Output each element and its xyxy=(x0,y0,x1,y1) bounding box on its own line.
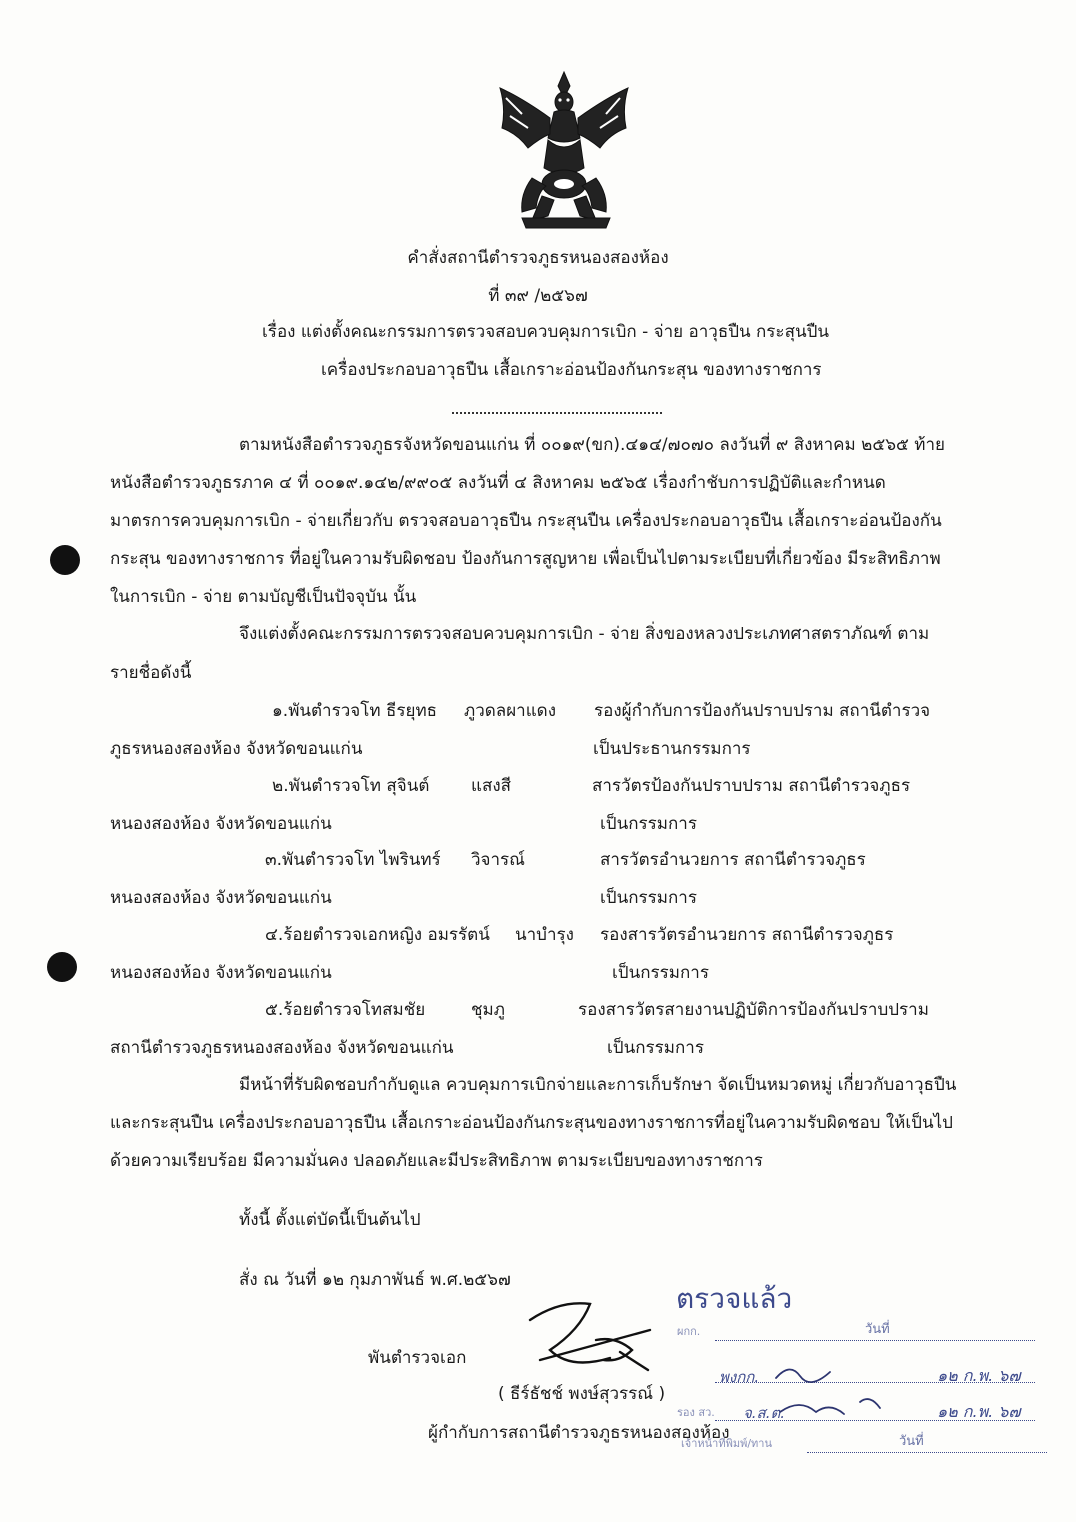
member-4-surname: นาบำรุง xyxy=(515,925,574,945)
stamp-row-3-left: รอง สว. xyxy=(677,1406,715,1419)
member-1-surname: ภูวดลผาแดง xyxy=(464,701,557,721)
member-5-position: รองสารวัตรสายงานปฏิบัติการป้องกันปราบปราม xyxy=(578,1000,929,1020)
duty-line-2: และกระสุนปืน เครื่องประกอบอาวุธปืน เสื้อเกราะอ่อนป้องกันกระสุนของทางราชการที่อยู่ในความรับผิดชอบ ให้เป็นไป xyxy=(110,1113,953,1133)
stamp-row-2-left: พงกก. xyxy=(719,1368,760,1386)
stamp-row-1-date-label: วันที่ xyxy=(865,1322,890,1337)
signatory-rank: พันตำรวจเอก xyxy=(368,1348,467,1368)
signatory-name: ( ธีร์ธัชช์ พงษ์สุวรรณ์ ) xyxy=(498,1384,666,1404)
intro-line-3: มาตรการควบคุมการเบิก - จ่ายเกี่ยวกับ ตรวจสอบอาวุธปืน กระสุนปืน เครื่องประกอบอาวุธปืน เสื้อเกราะอ่อนป้องกัน xyxy=(110,511,942,531)
stamp-row-1-left: ผกก. xyxy=(677,1325,701,1338)
member-3-position: สารวัตรอำนวยการ สถานีตำรวจภูธร xyxy=(600,850,866,870)
order-title: คำสั่งสถานีตำรวจภูธรหนองสองห้อง xyxy=(407,248,669,268)
stamp-footer: เจ้าหน้าที่พิมพ์/ทาน xyxy=(681,1437,772,1450)
stamp-row-2-date: ๑๒ ก.พ. ๖๗ xyxy=(937,1366,1021,1385)
member-1-role: เป็นประธานกรรมการ xyxy=(593,739,751,759)
duty-line-1: มีหน้าที่รับผิดชอบกำกับดูแล ควบคุมการเบิกจ่ายและการเก็บรักษา จัดเป็นหมวดหมู่ เกี่ยวกับอาวุธปืน xyxy=(239,1075,957,1095)
member-4-position: รองสารวัตรอำนวยการ สถานีตำรวจภูธร xyxy=(600,925,894,945)
subject-line-1: เรื่อง แต่งตั้งคณะกรรมการตรวจสอบควบคุมการเบิก - จ่าย อาวุธปืน กระสุนปืน xyxy=(262,322,829,342)
garuda-emblem xyxy=(492,68,636,232)
intro-line-1: ตามหนังสือตำรวจภูธรจังหวัดขอนแก่น ที่ ๐๐๑๙(ขก).๔๑๔/๗๐๗๐ ลงวันที่ ๙ สิงหาคม ๒๕๖๕ ท้าย xyxy=(239,435,945,455)
member-2-unit: หนองสองห้อง จังหวัดขอนแก่น xyxy=(110,814,332,834)
member-4-name: ๔.ร้อยตำรวจเอกหญิง อมรรัตน์ xyxy=(265,925,490,945)
member-2-surname: แสงสี xyxy=(471,776,512,796)
intro-line-5: ในการเบิก - จ่าย ตามบัญชีเป็นปัจจุบัน นั้น xyxy=(110,587,417,607)
member-3-role: เป็นกรรมการ xyxy=(600,888,697,908)
member-3-name: ๓.พันตำรวจโท ไพรินทร์ xyxy=(265,850,441,870)
member-1-position: รองผู้กำกับการป้องกันปราบปราม สถานีตำรวจ xyxy=(594,701,931,721)
member-1-name: ๑.พันตำรวจโท ธีรยุทธ xyxy=(272,701,438,721)
appoint-line-1: จึงแต่งตั้งคณะกรรมการตรวจสอบควบคุมการเบิก - จ่าย สิ่งของหลวงประเภทศาสตราภัณฑ์ ตาม xyxy=(239,624,930,644)
intro-line-2: หนังสือตำรวจภูธรภาค ๔ ที่ ๐๐๑๙.๑๔๒/๙๙๐๕ ลงวันที่ ๔ สิงหาคม ๒๕๖๕ เรื่องกำชับการปฏิบัติและกำหนด xyxy=(110,473,886,493)
member-1-unit: ภูธรหนองสองห้อง จังหวัดขอนแก่น xyxy=(110,739,363,759)
stamp-title: ตรวจแล้ว xyxy=(676,1282,793,1315)
member-2-position: สารวัตรป้องกันปราบปราม สถานีตำรวจภูธร xyxy=(592,776,911,796)
punch-hole-top xyxy=(50,545,80,575)
punch-hole-bottom xyxy=(47,952,77,982)
member-2-role: เป็นกรรมการ xyxy=(600,814,697,834)
member-5-surname: ชุมภู xyxy=(471,1000,505,1020)
member-2-name: ๒.พันตำรวจโท สุจินต์ xyxy=(272,776,430,796)
stamp-row-3-sign: จ.ส.ต. xyxy=(743,1404,785,1422)
stamp-initial-scribbles xyxy=(770,1342,910,1422)
signatory-title: ผู้กำกับการสถานีตำรวจภูธรหนองสองห้อง xyxy=(428,1423,730,1443)
appoint-line-2: รายชื่อดังนี้ xyxy=(110,663,192,683)
member-3-surname: วิจารณ์ xyxy=(471,850,525,870)
effective-clause: ทั้งนี้ ตั้งแต่บัดนี้เป็นต้นไป xyxy=(239,1210,421,1230)
member-4-unit: หนองสองห้อง จังหวัดขอนแก่น xyxy=(110,963,332,983)
dotted-separator xyxy=(452,412,662,414)
order-number: ที่ ๓๙ /๒๕๖๗ xyxy=(488,286,588,306)
intro-line-4: กระสุน ของทางราชการ ที่อยู่ในความรับผิดชอบ ป้องกันการสูญหาย เพื่อเป็นไปตามระเบียบที่เกี่ยวข้อง มีระสิทธิภาพ xyxy=(110,549,941,569)
stamp-row-1-line xyxy=(715,1340,1035,1341)
subject-line-2: เครื่องประกอบอาวุธปืน เสื้อเกราะอ่อนป้องกันกระสุน ของทางราชการ xyxy=(321,360,822,380)
member-5-role: เป็นกรรมการ xyxy=(607,1038,704,1058)
order-date: สั่ง ณ วันที่ ๑๒ กุมภาพันธ์ พ.ศ.๒๕๖๗ xyxy=(239,1270,511,1290)
member-5-unit: สถานีตำรวจภูธรหนองสองห้อง จังหวัดขอนแก่น xyxy=(110,1038,454,1058)
member-3-unit: หนองสองห้อง จังหวัดขอนแก่น xyxy=(110,888,332,908)
member-5-name: ๕.ร้อยตำรวจโทสมชัย xyxy=(265,1000,426,1020)
stamp-row-3-date: ๑๒ ก.พ. ๖๗ xyxy=(937,1402,1021,1421)
stamp-row-4-line xyxy=(807,1452,1047,1453)
member-4-role: เป็นกรรมการ xyxy=(612,963,709,983)
stamp-footer-date-label: วันที่ xyxy=(899,1434,924,1449)
duty-line-3: ด้วยความเรียบร้อย มีความมั่นคง ปลอดภัยและมีประสิทธิภาพ ตามระเบียบของทางราชการ xyxy=(110,1151,763,1171)
handwritten-signature xyxy=(520,1290,670,1390)
